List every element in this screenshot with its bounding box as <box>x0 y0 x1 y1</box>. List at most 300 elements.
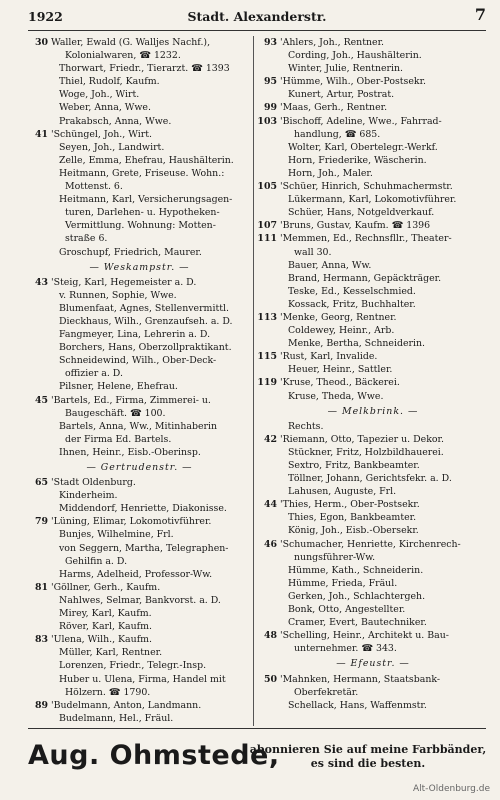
house-number <box>28 88 48 101</box>
entry-text: Harms, Adelheid, Professor-Ww. <box>59 568 213 580</box>
house-number: 46 <box>263 538 277 550</box>
directory-entry <box>28 289 251 302</box>
entry-text: 'Riemann, Otto, Tapezier u. Dekor. <box>280 433 444 445</box>
house-number <box>28 620 48 633</box>
entry-text: Schüer, Hans, Notgeldverkauf. <box>288 207 435 219</box>
house-number <box>28 489 48 502</box>
entry-text: Prakabsch, Anna, Wwe. <box>59 115 172 127</box>
header-year: 1922 <box>28 9 63 24</box>
directory-entry <box>28 328 251 341</box>
entry-text: Dieckhaus, Wilh., Grenzaufseh. a. D. <box>59 315 233 327</box>
advert-slogan <box>243 743 493 771</box>
entry-text: unternehmer. ☎ 343. <box>294 643 397 655</box>
entry-text: Mottenst. 6. <box>65 181 123 193</box>
house-number <box>257 363 277 376</box>
directory-entry <box>28 128 251 141</box>
directory-entry <box>257 538 489 551</box>
directory-entry <box>257 459 489 472</box>
house-number: 42 <box>263 433 277 445</box>
entry-text: 'Steig, Karl, Hegemeister a. D. <box>51 276 197 288</box>
directory-entry <box>257 472 489 485</box>
directory-entry <box>257 590 489 603</box>
entry-text: Blumenfaat, Agnes, Stellenvermittl. <box>59 302 229 314</box>
house-number: 105 <box>257 181 277 193</box>
directory-entry <box>257 603 489 616</box>
entry-text: 'Bartels, Ed., Firma, Zimmerei- u. <box>51 394 211 406</box>
entry-text: straße 6. <box>65 233 108 245</box>
directory-entry <box>28 502 251 515</box>
directory-entry <box>257 524 489 537</box>
street-heading: — Efeustr. — <box>336 658 410 670</box>
directory-entry <box>257 62 489 75</box>
entry-text: 'Schüer, Hinrich, Schuhmachermstr. <box>280 181 453 193</box>
entry-text: 'Budelmann, Anton, Landmann. <box>51 699 202 711</box>
house-number <box>28 219 48 232</box>
house-number <box>257 154 277 167</box>
entry-text: 'Maas, Gerh., Rentner. <box>280 102 388 114</box>
entry-text: 'Mahnken, Hermann, Staatsbank- <box>280 673 441 685</box>
house-number <box>28 154 48 167</box>
directory-entry <box>257 285 489 298</box>
house-number <box>257 642 277 655</box>
watermark: Alt-Oldenburg.de <box>412 784 490 794</box>
house-number <box>28 49 48 62</box>
house-number: 115 <box>257 351 277 363</box>
house-number <box>28 206 48 219</box>
entry-text: nungsführer-Ww. <box>294 551 376 563</box>
house-number <box>28 315 48 328</box>
directory-entry <box>28 542 251 555</box>
house-number <box>28 246 48 259</box>
house-number <box>257 259 277 272</box>
entry-text: Middendorf, Henriette, Diakonisse. <box>59 503 227 515</box>
house-number <box>257 128 277 141</box>
directory-entry <box>257 337 489 350</box>
entry-text: Rechts. <box>288 420 324 432</box>
house-number <box>28 62 48 75</box>
entry-text: Gerken, Joh., Schlachtergeh. <box>288 590 426 602</box>
entry-text: 'Kruse, Theod., Bäckerei. <box>280 377 400 389</box>
directory-entry <box>28 49 251 62</box>
house-number <box>257 49 277 62</box>
entry-text: Winter, Julie, Rentnerin. <box>288 63 404 75</box>
directory-entry <box>28 594 251 607</box>
entry-text: Coldewey, Heinr., Arb. <box>288 325 395 337</box>
entry-text: Röver, Karl, Kaufm. <box>59 621 152 633</box>
directory-entry <box>28 193 251 206</box>
house-number: 30 <box>34 37 48 48</box>
entry-text: turen, Darlehen- u. Hypotheken- <box>65 207 220 219</box>
directory-entry <box>28 446 251 459</box>
directory-entry <box>257 49 489 62</box>
entry-text: 'Schelling, Heinr., Architekt u. Bau- <box>280 630 449 642</box>
entry-text: Kolonialwaren, ☎ 1232. <box>65 50 181 62</box>
entry-text: Lahusen, Auguste, Frl. <box>288 486 397 498</box>
header-title: Stadt. Alexanderstr. <box>187 9 327 24</box>
entry-text: Heuer, Heinr., Sattler. <box>288 364 393 376</box>
house-number: 65 <box>34 477 48 489</box>
house-number <box>28 420 48 433</box>
entry-text: Lükermann, Karl, Lokomotivführer. <box>288 194 457 206</box>
entry-text: Weber, Anna, Wwe. <box>59 102 151 114</box>
house-number: 50 <box>263 673 277 685</box>
directory-entry <box>28 206 251 219</box>
entry-text: Bunjes, Wilhelmine, Frl. <box>59 529 174 541</box>
house-number <box>257 272 277 285</box>
page-number: 7 <box>474 5 486 24</box>
house-number <box>28 341 48 354</box>
directory-entry <box>28 75 251 88</box>
directory-entry <box>257 88 489 101</box>
entry-text: Thies, Egon, Bankbeamter. <box>288 512 417 524</box>
directory-entry <box>257 616 489 629</box>
house-number <box>28 433 48 446</box>
entry-text: Schneidewind, Wilh., Ober-Deck- <box>59 355 217 367</box>
house-number <box>28 607 48 620</box>
house-number <box>28 328 48 341</box>
house-number <box>257 206 277 219</box>
directory-entry <box>257 101 489 114</box>
directory-entry <box>28 219 251 232</box>
house-number <box>257 459 277 472</box>
entry-text: Cramer, Evert, Bautechniker. <box>288 617 427 629</box>
entry-text: Kinderheim. <box>59 490 118 502</box>
directory-entry <box>257 673 489 686</box>
directory-entry <box>28 420 251 433</box>
directory-entry <box>257 433 489 446</box>
directory-entry <box>28 712 251 725</box>
house-number <box>28 446 48 459</box>
directory-entry <box>257 75 489 88</box>
entry-text: Kossack, Fritz, Buchhalter. <box>288 298 416 310</box>
entry-text: Borchers, Hans, Oberzollpraktikant. <box>59 342 232 354</box>
house-number <box>28 594 48 607</box>
directory-entry <box>28 354 251 367</box>
entry-text: offizier a. D. <box>65 368 123 380</box>
house-number: 45 <box>34 394 48 406</box>
entry-text: 'Menke, Georg, Rentner. <box>280 311 397 323</box>
header-rule <box>28 30 486 31</box>
directory-entry <box>28 686 251 699</box>
left-column <box>28 36 251 725</box>
directory-entry <box>257 446 489 459</box>
directory-entry <box>28 633 251 646</box>
entry-text: Bartels, Anna, Ww., Mitinhaberin <box>59 420 218 432</box>
house-number <box>257 485 277 498</box>
directory-entry <box>28 394 251 407</box>
house-number <box>28 354 48 367</box>
house-number <box>28 289 48 302</box>
directory-entry <box>28 36 251 49</box>
directory-entry <box>257 699 489 712</box>
house-number <box>257 472 277 485</box>
directory-entry <box>28 607 251 620</box>
entry-text: 'Hümme, Wilh., Ober-Postsekr. <box>280 76 427 88</box>
house-number <box>28 380 48 393</box>
column-divider <box>253 36 254 726</box>
entry-text: Woge, Joh., Wirt. <box>59 89 140 101</box>
directory-entry <box>257 259 489 272</box>
directory-entry <box>257 551 489 564</box>
directory-entry <box>28 581 251 594</box>
directory-entry <box>28 62 251 75</box>
directory-entry <box>257 686 489 699</box>
entry-text: Bauer, Anna, Ww. <box>288 259 372 271</box>
directory-entry <box>257 376 489 389</box>
directory-entry <box>257 246 489 259</box>
advert-slogan-line: abonnieren Sie auf meine Farbbänder, <box>249 743 487 756</box>
directory-entry <box>257 485 489 498</box>
house-number: 44 <box>263 499 277 511</box>
entry-text: Waller, Ewald (G. Walljes Nachf.), <box>51 37 211 48</box>
house-number <box>257 699 277 712</box>
directory-entry <box>28 180 251 193</box>
house-number <box>28 646 48 659</box>
house-number <box>257 590 277 603</box>
house-number: 83 <box>34 634 48 646</box>
entry-text: von Seggern, Martha, Telegraphen- <box>59 542 229 554</box>
house-number <box>28 528 48 541</box>
directory-entry <box>28 568 251 581</box>
footer-rule <box>28 728 486 729</box>
directory-entry <box>257 206 489 219</box>
right-column <box>257 36 489 712</box>
directory-entry <box>28 620 251 633</box>
house-number <box>257 324 277 337</box>
entry-text: Oberfekretär. <box>294 686 359 698</box>
house-number <box>28 367 48 380</box>
entry-text: Thorwart, Friedr., Tierarzt. ☎ 1393 <box>59 63 230 75</box>
directory-entry <box>28 276 251 289</box>
house-number: 107 <box>257 220 277 232</box>
house-number: 41 <box>34 128 48 140</box>
house-number <box>28 568 48 581</box>
directory-entry <box>257 390 489 403</box>
directory-entry <box>257 232 489 245</box>
advertisement <box>28 740 488 790</box>
entry-text: Zelle, Emma, Ehefrau, Haushälterin. <box>59 154 234 166</box>
directory-entry <box>28 407 251 420</box>
house-number <box>28 673 48 686</box>
entry-text: wall 30. <box>294 246 332 258</box>
entry-text: 'Ulena, Wilh., Kaufm. <box>51 634 153 646</box>
entry-text: Kruse, Theda, Wwe. <box>288 390 384 402</box>
house-number: 111 <box>257 233 277 245</box>
directory-entry <box>257 167 489 180</box>
house-number <box>257 193 277 206</box>
directory-entry <box>28 673 251 686</box>
entry-text: Hölzern. ☎ 1790. <box>65 686 151 698</box>
entry-text: Cording, Joh., Haushälterin. <box>288 50 422 62</box>
entry-text: Schellack, Hans, Waffenmstr. <box>288 699 427 711</box>
house-number <box>28 407 48 420</box>
house-number <box>257 511 277 524</box>
entry-text: Baugeschäft. ☎ 100. <box>65 407 166 419</box>
entry-text: Fangmeyer, Lina, Lehrerin a. D. <box>59 329 211 341</box>
house-number: 93 <box>263 37 277 48</box>
entry-text: 'Thies, Herm., Ober-Postsekr. <box>280 499 420 511</box>
directory-entry <box>28 115 251 128</box>
house-number <box>28 75 48 88</box>
directory-entry <box>28 659 251 672</box>
directory-entry <box>28 515 251 528</box>
directory-entry <box>257 272 489 285</box>
entry-text: Ihnen, Heinr., Eisb.-Oberinsp. <box>59 446 201 458</box>
house-number <box>257 577 277 590</box>
directory-entry <box>28 380 251 393</box>
house-number <box>257 603 277 616</box>
entry-text: Thiel, Rudolf, Kaufm. <box>59 76 160 88</box>
directory-entry <box>28 246 251 259</box>
entry-text: handlung, ☎ 685. <box>294 128 381 140</box>
street-heading: — Gertrudenstr. — <box>86 462 193 473</box>
directory-entry <box>257 311 489 324</box>
entry-text: Heitmann, Karl, Versicherungsagen- <box>59 194 233 206</box>
directory-entry <box>257 564 489 577</box>
directory-entry <box>257 511 489 524</box>
entry-text: der Firma Ed. Bartels. <box>65 433 172 445</box>
entry-text: 'Rust, Karl, Invalide. <box>280 351 378 363</box>
street-heading: — Melkbrink. — <box>327 405 419 417</box>
directory-entry <box>257 180 489 193</box>
house-number <box>28 193 48 206</box>
house-number <box>28 712 48 725</box>
house-number <box>257 524 277 537</box>
entry-text: Lorenzen, Friedr., Telegr.-Insp. <box>59 660 207 672</box>
house-number: 113 <box>257 311 277 323</box>
directory-entry <box>28 88 251 101</box>
house-number <box>257 551 277 564</box>
directory-entry <box>28 528 251 541</box>
directory-entry <box>28 141 251 154</box>
directory-entry <box>28 367 251 380</box>
house-number <box>28 180 48 193</box>
directory-entry <box>28 167 251 180</box>
entry-text: 'Bruns, Gustav, Kaufm. ☎ 1396 <box>280 220 431 232</box>
directory-entry <box>257 298 489 311</box>
house-number <box>28 542 48 555</box>
entry-text: Mirey, Karl, Kaufm. <box>59 608 152 620</box>
house-number: 119 <box>257 377 277 389</box>
house-number: 81 <box>34 581 48 593</box>
entry-text: 'Bischoff, Adeline, Wwe., Fahrrad- <box>280 115 442 127</box>
entry-text: Huber u. Ulena, Firma, Handel mit <box>59 673 226 685</box>
house-number <box>28 167 48 180</box>
house-number: 43 <box>34 276 48 288</box>
house-number <box>257 420 277 433</box>
directory-entry <box>28 315 251 328</box>
entry-text: Wolter, Karl, Obertelegr.-Werkf. <box>288 141 438 153</box>
directory-entry <box>28 555 251 568</box>
entry-text: Horn, Joh., Maler. <box>288 167 373 179</box>
directory-entry <box>257 219 489 232</box>
house-number <box>257 285 277 298</box>
directory-entry <box>257 629 489 642</box>
house-number <box>28 232 48 245</box>
house-number <box>257 686 277 699</box>
house-number <box>257 167 277 180</box>
advert-name: Aug. Ohmstede, <box>28 740 280 771</box>
entry-text: 'Schumacher, Henriette, Kirchenrech- <box>280 538 461 550</box>
directory-entry <box>257 141 489 154</box>
entry-text: Seyen, Joh., Landwirt. <box>59 141 165 153</box>
entry-text: Müller, Karl, Rentner. <box>59 647 163 659</box>
house-number <box>28 302 48 315</box>
advert-slogan-line: es sind die besten. <box>310 757 426 770</box>
directory-entry <box>257 642 489 655</box>
house-number <box>257 616 277 629</box>
directory-entry <box>257 154 489 167</box>
house-number <box>28 141 48 154</box>
entry-text: 'Ahlers, Joh., Rentner. <box>280 37 384 48</box>
entry-text: Menke, Bertha, Schneiderin. <box>288 338 425 350</box>
directory-entry <box>28 699 251 712</box>
directory-entry <box>28 489 251 502</box>
entry-text: Hümme, Frieda, Fräul. <box>288 577 398 589</box>
entry-text: Vermittlung. Wohnung: Motten- <box>65 220 216 232</box>
directory-entry <box>28 232 251 245</box>
house-number <box>257 337 277 350</box>
entry-text: Stückner, Fritz, Holzbildhauerei. <box>288 446 444 458</box>
entry-text: 'Lüning, Elimar, Lokomotivführer. <box>51 516 212 528</box>
directory-entry <box>28 101 251 114</box>
entry-text: Budelmann, Hel., Fräul. <box>59 712 174 724</box>
entry-text: Bonk, Otto, Angestellter. <box>288 604 406 616</box>
entry-text: 'Stadt Oldenburg. <box>51 477 136 489</box>
directory-entry <box>28 341 251 354</box>
house-number <box>257 141 277 154</box>
directory-entry <box>257 36 489 49</box>
directory-entry <box>257 350 489 363</box>
directory-entry <box>28 433 251 446</box>
directory-entry <box>257 115 489 128</box>
house-number <box>28 555 48 568</box>
house-number <box>28 686 48 699</box>
house-number: 48 <box>263 630 277 642</box>
directory-entry <box>257 420 489 433</box>
house-number: 95 <box>263 76 277 88</box>
house-number <box>257 88 277 101</box>
directory-entry <box>257 363 489 376</box>
entry-text: Töllner, Johann, Gerichtsfekr. a. D. <box>288 473 452 485</box>
entry-text: Teske, Ed., Kesselschmied. <box>288 285 416 297</box>
entry-text: Nahlwes, Selmar, Bankvorst. a. D. <box>59 594 221 606</box>
entry-text: 'Schüngel, Joh., Wirt. <box>51 128 152 140</box>
directory-entry <box>28 302 251 315</box>
house-number: 103 <box>257 115 277 127</box>
entry-text: Brand, Hermann, Gepäckträger. <box>288 272 442 284</box>
entry-text: Pilsner, Helene, Ehefrau. <box>59 381 178 393</box>
directory-entry <box>28 154 251 167</box>
entry-text: Kunert, Artur, Postrat. <box>288 89 395 101</box>
directory-entry <box>28 476 251 489</box>
house-number <box>257 564 277 577</box>
house-number: 99 <box>263 102 277 114</box>
directory-entry <box>257 324 489 337</box>
house-number <box>257 390 277 403</box>
house-number <box>257 246 277 259</box>
entry-text: Heitmann, Grete, Friseuse. Wohn.: <box>59 167 225 179</box>
house-number <box>257 298 277 311</box>
house-number <box>28 659 48 672</box>
page-header <box>28 5 486 27</box>
directory-entry <box>257 577 489 590</box>
entry-text: König, Joh., Eisb.-Obersekr. <box>288 525 419 537</box>
entry-text: Groschupf, Friedrich, Maurer. <box>59 246 202 258</box>
directory-entry <box>257 193 489 206</box>
house-number: 89 <box>34 699 48 711</box>
street-heading: — Weskampstr. — <box>89 261 190 273</box>
